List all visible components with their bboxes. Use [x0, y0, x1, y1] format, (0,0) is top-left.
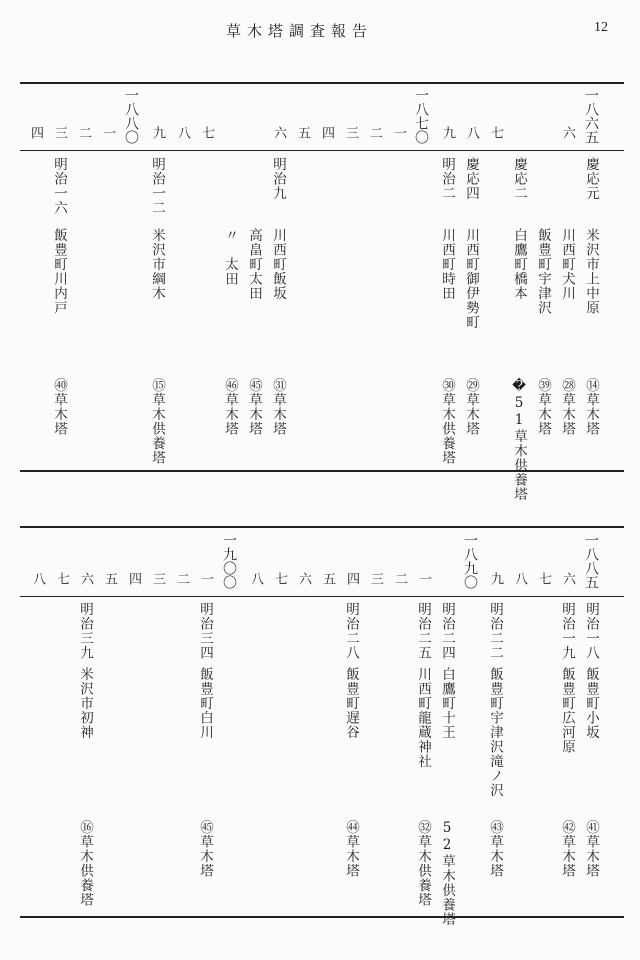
location: 飯豊町宇津沢: [535, 228, 551, 315]
location: 飯豊町遅谷: [343, 667, 359, 740]
location: 米沢市綱木: [149, 228, 165, 301]
monument-reference: ㊶草木塔: [583, 820, 599, 878]
monument-reference: ㉙草木塔: [463, 378, 479, 436]
year-digit-label: 三: [343, 126, 358, 139]
monument-reference: ⑭草木塔: [583, 378, 599, 436]
monument-reference: �51草木供養塔: [511, 378, 527, 502]
location: 川西町時田: [439, 228, 455, 301]
location: 米沢市初神: [77, 667, 93, 740]
era-date: 明治三九: [77, 602, 93, 660]
era-date: 明治二五: [415, 602, 431, 660]
monument-reference: ㉛草木塔: [270, 378, 286, 436]
location: 白鷹町橋本: [511, 228, 527, 301]
era-date: 明治二: [439, 157, 455, 201]
location: 米沢市上中原: [583, 228, 599, 315]
location: 飯豊町宇津沢滝ノ沢: [487, 667, 503, 798]
monument-reference: 52草木供養塔: [439, 820, 455, 927]
era-date: 明治一八: [583, 602, 599, 660]
year-digit-label: 八: [512, 572, 527, 585]
year-digit-label: 二: [392, 572, 407, 585]
location: 飯豊町広河原: [559, 667, 575, 754]
year-label: 一八八〇: [123, 88, 139, 144]
location: 川西町犬川: [559, 228, 575, 301]
monument-reference: ㊺草木塔: [246, 378, 262, 436]
year-label: 一八九〇: [462, 533, 478, 589]
era-date: 明治九: [270, 157, 286, 201]
era-date: 明治二二: [487, 602, 503, 660]
year-label: 一八六五: [583, 88, 599, 144]
year-digit-label: 四: [28, 126, 43, 139]
era-date: 明治一二: [149, 157, 165, 215]
year-digit-label: 七: [272, 572, 287, 585]
monument-reference: ㉘草木塔: [559, 378, 575, 436]
era-date: 慶応四: [463, 157, 479, 201]
era-date: 明治二四: [439, 602, 455, 660]
location: 川西町飯坂: [270, 228, 286, 301]
location: 飯豊町小坂: [583, 667, 599, 740]
year-label: 一八七〇: [413, 88, 429, 144]
era-date: 慶応元: [583, 157, 599, 201]
era-date: 明治三四: [197, 602, 213, 660]
location: 川西町御伊勢町: [463, 228, 479, 330]
year-digit-label: 六: [560, 572, 575, 585]
year-digit-label: 六: [78, 572, 93, 585]
year-digit-label: 七: [199, 126, 214, 139]
page-number: 12: [594, 20, 608, 35]
year-digit-label: 一: [391, 126, 406, 139]
year-digit-label: 七: [488, 126, 503, 139]
year-label: 一九〇〇: [221, 533, 237, 589]
year-digit-label: 二: [367, 126, 382, 139]
monument-reference: ㊺草木塔: [197, 820, 213, 878]
monument-reference: ㊵草木塔: [51, 378, 67, 436]
year-digit-label: 六: [296, 572, 311, 585]
year-digit-label: 八: [464, 126, 479, 139]
year-digit-label: 五: [295, 126, 310, 139]
year-digit-label: 三: [368, 572, 383, 585]
year-digit-label: 七: [536, 572, 551, 585]
year-digit-label: 八: [248, 572, 263, 585]
year-digit-label: 八: [30, 572, 45, 585]
year-label: 一八八五: [583, 533, 599, 589]
year-digit-label: 四: [319, 126, 334, 139]
era-date: 明治二八: [343, 602, 359, 660]
page-title: 草木塔調査報告: [226, 22, 374, 40]
monument-reference: ㉜草木供養塔: [415, 820, 431, 907]
year-digit-label: 七: [54, 572, 69, 585]
location: 高畠町太田: [246, 228, 262, 301]
year-digit-label: 五: [320, 572, 335, 585]
era-date: 明治一六: [51, 157, 67, 215]
year-digit-label: 三: [150, 572, 165, 585]
monument-reference: ㊷草木塔: [559, 820, 575, 878]
year-digit-label: 九: [440, 126, 455, 139]
location: 飯豊町白川: [197, 667, 213, 740]
year-digit-label: 一: [416, 572, 431, 585]
year-digit-label: 二: [76, 126, 91, 139]
year-digit-label: 一: [198, 572, 213, 585]
year-digit-label: 四: [126, 572, 141, 585]
monument-reference: ㊸草木塔: [487, 820, 503, 878]
year-digit-label: 五: [102, 572, 117, 585]
monument-reference: ㉚草木供養塔: [439, 378, 455, 465]
year-digit-label: 二: [174, 572, 189, 585]
year-digit-label: 三: [52, 126, 67, 139]
year-digit-label: 九: [488, 572, 503, 585]
year-digit-label: 八: [175, 126, 190, 139]
monument-reference: ㊴草木塔: [535, 378, 551, 436]
monument-reference: ⑮草木供養塔: [149, 378, 165, 465]
monument-reference: ⑯草木供養塔: [77, 820, 93, 907]
monument-reference: ㊻草木塔: [222, 378, 238, 436]
era-date: 慶応二: [511, 157, 527, 201]
year-digit-label: 一: [100, 126, 115, 139]
location: 飯豊町川内戸: [51, 228, 67, 315]
monument-reference: ㊹草木塔: [343, 820, 359, 878]
year-digit-label: 四: [344, 572, 359, 585]
year-digit-label: 六: [271, 126, 286, 139]
location: 川西町龍蔵神社: [415, 667, 431, 769]
location: 白鷹町十王: [439, 667, 455, 740]
year-digit-label: 六: [560, 126, 575, 139]
era-date: 明治一九: [559, 602, 575, 660]
year-digit-label: 九: [150, 126, 165, 139]
location: 〃 太田: [222, 228, 238, 286]
